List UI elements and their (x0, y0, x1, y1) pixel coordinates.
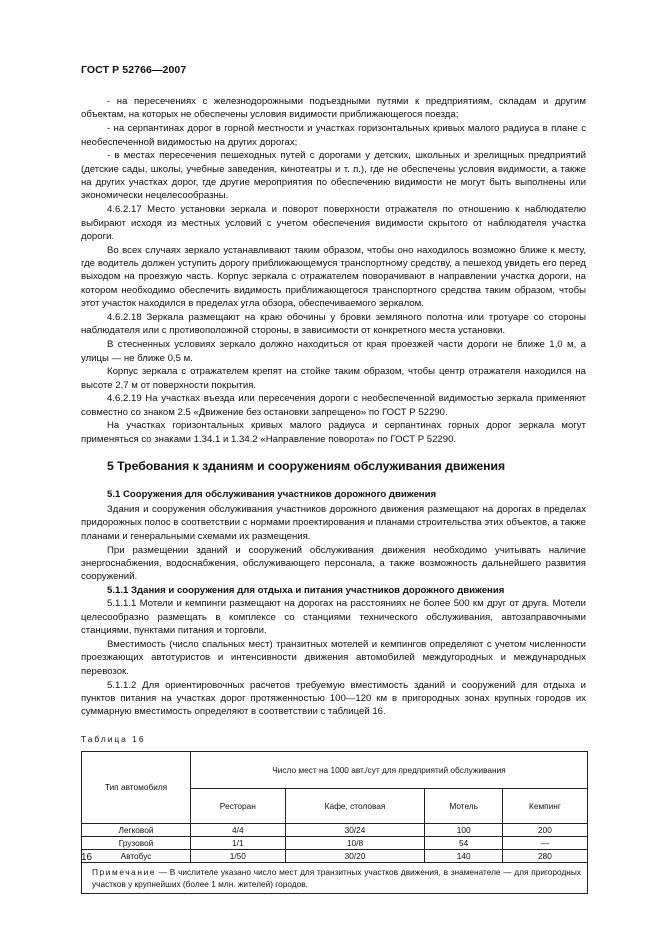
table-cell: 280 (502, 850, 587, 863)
table-cell: Автобус (82, 850, 191, 863)
note-text: — В числителе указано число мест для транзитных участков движения, в знаменателе — для пригородных участков у крупнейших (более 1 млн. жителей) городов. (92, 867, 581, 890)
table-header-row (82, 752, 588, 789)
document-header: ГОСТ Р 52766—2007 (81, 64, 187, 76)
section-heading: 5 Требования к зданиям и сооружениям обслуживания движения (107, 459, 506, 474)
paragraph: 4.6.2.17 Место установки зеркала и поворот поверхности отражателя по отношению к наблюдателю выбирают исходя из местных условий с учетом обеспечения видимости скрытого от наблюдателя участка дороги. (81, 204, 586, 242)
paragraph: Здания и сооружения обслуживания участников дорожного движения размещают на дорогах в пределах придорожных полос в соответствии с нормами проектирования и планами строительства этих объектов, а также планами и генеральными схемами их размещения. (81, 504, 586, 542)
table-cell: Легковой (82, 824, 191, 837)
table-row (82, 837, 588, 850)
paragraph: - на пересечениях с железнодорожными подъездными путями к предприятиям, складам и другим объектам, на которых не обеспечены условия видимости приближающегося поезда; (81, 96, 586, 121)
subcol-header: Кафе, столовая (285, 789, 425, 824)
paragraph: 4.6.2.19 На участках въезда или пересечения дороги с необеспеченной видимостью зеркала применяют совместно со знаком 2.5 «Движение без остановки запрещено» по ГОСТ Р 52290. (81, 393, 586, 418)
subcol-header: Кемпинг (502, 789, 587, 824)
paragraph: При размещении зданий и сооружений обслуживания движения необходимо учитывать наличие энергоснабжения, водоснабжения, обслуживающего персонала, а также возможность дальнейшего развития сооружений. (81, 544, 586, 583)
table-cell: 1/1 (191, 837, 286, 850)
table-note (82, 863, 588, 894)
subsubsection-heading: 5.1.1 Здания и сооружения для отдыха и питания участников дорожного движения (107, 585, 505, 597)
data-table (81, 751, 588, 894)
table-caption: Таблица 16 (81, 733, 146, 744)
table-cell: 140 (425, 850, 503, 863)
table-cell: 30/24 (285, 824, 425, 837)
table-cell: 30/20 (285, 850, 425, 863)
paragraph: 4.6.2.18 Зеркала размещают на краю обочины у бровки земляного полотна или тротуаре со стороны наблюдателя или с противоположной стороны, в зависимости от конкретного места установки. (81, 311, 586, 337)
paragraph: Вместимость (число спальных мест) транзитных мотелей и кемпингов определяют с учетом численности проезжающих автотуристов и интенсивности движения автомобилей междугородных и международных перевозок. (81, 639, 586, 677)
paragraph: Корпус зеркала с отражателем крепят на стойке таким образом, чтобы центр отражателя находился на высоте 2,7 м от поверхности покрытия. (81, 366, 586, 391)
paragraph: - в местах пересечения пешеходных путей с дорогами у детских, школьных и зрелищных предприятий (детские сады, школы, учебные заведения, кинотеатры и т. п.), где не обеспечены условия видимости, а также на других участках дорог, где другие мероприятия по обеспечению видимости не могут быть выполнены или экономически нецелесообразны. (81, 150, 586, 202)
document-body (81, 95, 586, 894)
page-number: 16 (81, 852, 93, 863)
table-cell: 100 (425, 824, 503, 837)
table-row (82, 850, 588, 863)
paragraph: На участках горизонтальных кривых малого радиуса и серпантинах горных дорог зеркала могут применяться со знаками 1.34.1 и 1.34.2 «Направление поворота» по ГОСТ Р 52290. (81, 420, 586, 445)
group-header: Число мест на 1000 авт./сут для предприятий обслуживания (191, 752, 588, 789)
note-label: Примечание (92, 867, 157, 878)
table-cell: 200 (502, 824, 587, 837)
subcol-header: Ресторан (191, 789, 286, 824)
table-cell: Грузовой (82, 837, 191, 850)
paragraph: В стесненных условиях зеркало должно находиться от края проезжей части дороги не ближе 1,0 м, а улицы — не ближе 0,5 м. (81, 339, 586, 364)
table-cell: 54 (425, 837, 503, 850)
table-cell: 1/50 (191, 850, 286, 863)
paragraph: - на серпантинах дорог в горной местности и участках горизонтальных кривых малого радиуса в плане с необеспеченной видимостью на других дорогах; (81, 123, 586, 148)
paragraph: Во всех случаях зеркало устанавливают таким образом, чтобы оно находилось возможно ближе к месту, где водитель должен уступить дорогу приближающемуся транспортному средству, а пешеход увидеть его перед выходом на проезжую часть. Корпус зеркала с отражателем поворачивают в направлении участка дороги, на котором необходимо обеспечить видимость приближающегося транспортного средства таким образом, чтобы этот участок находился в пределах угла обзора, обеспечиваемого зеркалом. (81, 244, 586, 310)
table-cell: 10/8 (285, 837, 425, 850)
table-cell: — (502, 837, 587, 850)
table-note-row (82, 863, 588, 894)
subsection-heading: 5.1 Сооружения для обслуживания участников дорожного движения (107, 488, 437, 500)
subcol-header: Мотель (425, 789, 503, 824)
paragraph: 5.1.1.2 Для ориентировочных расчетов требуемую вместимость зданий и сооружений для отдыха и пунктов питания на участках дорог протяженностью 100—120 км в пригородных зонах крупных городов их суммарную вместимость определяют в соответствии с таблицей 16. (81, 679, 586, 718)
table-row (82, 824, 588, 837)
vehicle-type-header: Тип автомобиля (82, 752, 191, 824)
table-cell: 4/4 (191, 824, 286, 837)
paragraph: 5.1.1.1 Мотели и кемпинги размещают на дорогах на расстояниях не более 500 км друг от друга. Мотели целесообразно размещать в комплексе со станциями технического обслуживания, автозаправочными станциями, пунктами питания и торговли. (81, 598, 586, 637)
